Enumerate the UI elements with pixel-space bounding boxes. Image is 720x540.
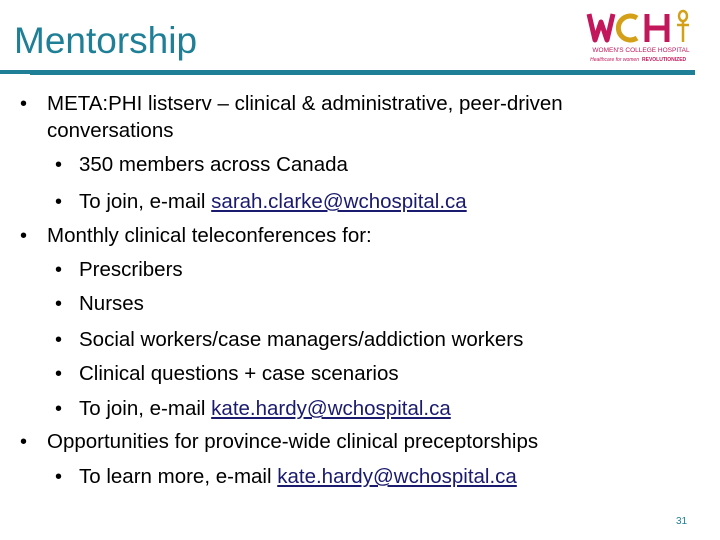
bullet-marker: • [55,191,63,213]
bullet-marker: • [55,329,63,351]
bullet-learn-more [79,465,517,489]
logo-tagline-right: REVOLUTIONIZED [642,57,687,63]
bullet-preceptorships: Opportunities for province-wide clinical preceptorships [47,430,539,453]
bullet-clinical-questions: Clinical questions + case scenarios [79,362,399,385]
bullet-social-workers: Social workers/case managers/addiction workers [79,328,524,351]
logo-subtitle: WOMEN'S COLLEGE HOSPITAL [592,47,690,54]
page-title: Mentorship [14,20,198,61]
email-link-sarah[interactable]: sarah.clarke@wchospital.ca [211,190,467,213]
bullet-meta-phi: META:PHI listserv – clinical & administrative, peer-driven [47,92,563,115]
learn-prefix: To learn more, e-mail [79,465,278,488]
logo-tagline-left: Healthcare for women [590,57,639,63]
bullet-prescribers: Prescribers [79,258,183,281]
title-rule-thin [30,74,695,75]
bullet-join-listserv [79,190,467,214]
bullet-marker: • [55,398,63,420]
email-link-kate-2[interactable]: kate.hardy@wchospital.ca [277,465,517,488]
join-prefix: To join, e-mail [79,397,212,420]
wch-logo [585,8,697,66]
bullet-teleconferences: Monthly clinical teleconferences for: [47,224,372,247]
bullet-marker: • [20,93,28,115]
bullet-marker: • [55,259,63,281]
bullet-marker: • [20,431,28,453]
bullet-nurses: Nurses [79,292,144,315]
bullet-marker: • [55,154,63,176]
bullet-marker: • [55,466,63,488]
bullet-marker: • [55,293,63,315]
page-number: 31 [676,516,688,527]
join-prefix: To join, e-mail [79,190,212,213]
email-link-kate[interactable]: kate.hardy@wchospital.ca [211,397,451,420]
bullet-marker: • [55,363,63,385]
bullet-join-teleconf [79,397,451,421]
bullet-meta-phi-cont: conversations [47,119,174,142]
bullet-marker: • [20,225,28,247]
bullet-members: 350 members across Canada [79,153,348,176]
